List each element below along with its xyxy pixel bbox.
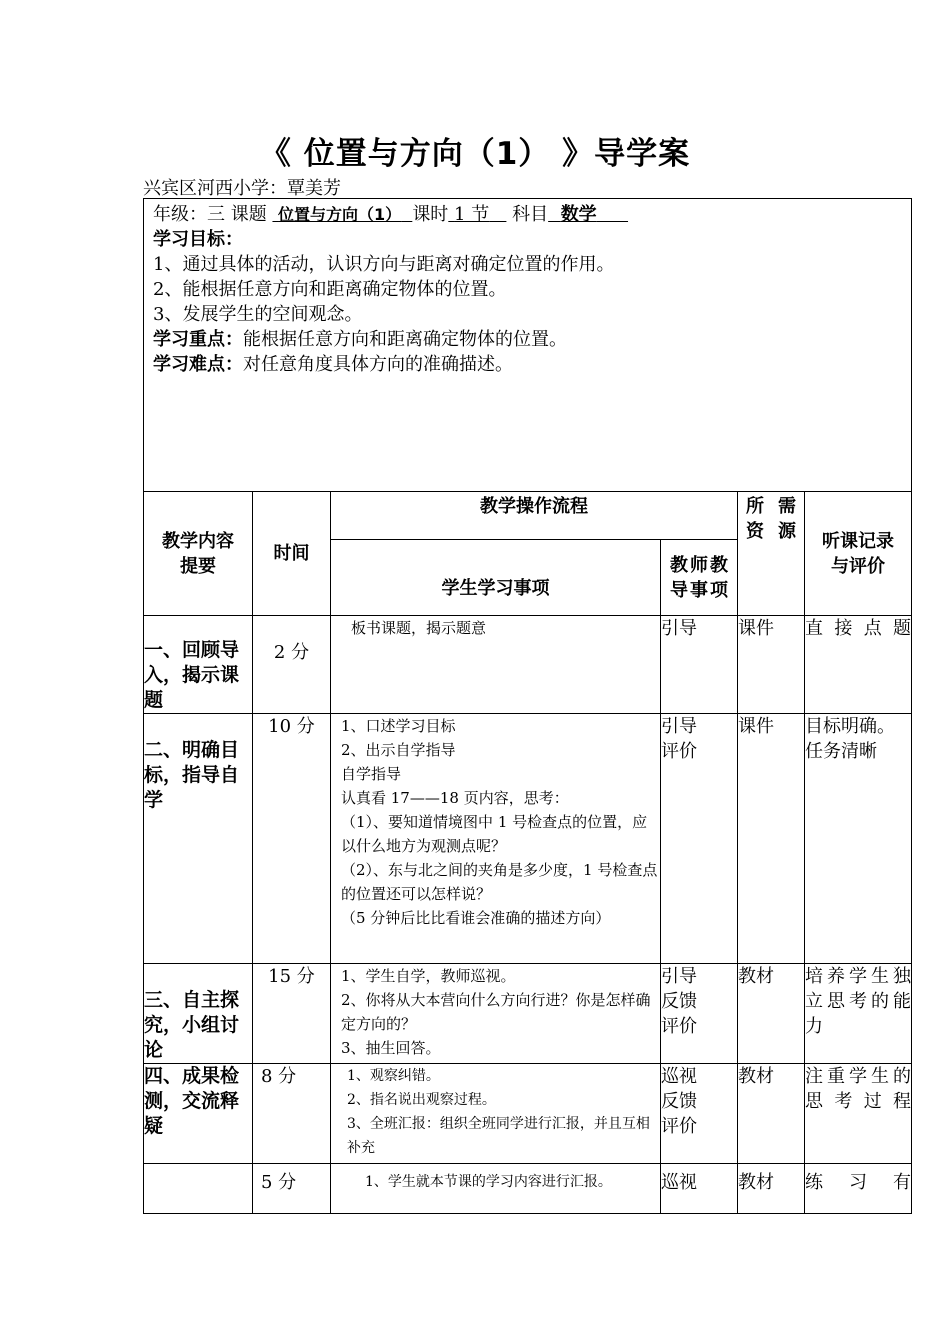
table-row bbox=[144, 616, 912, 714]
resource-cell: 教材 bbox=[738, 1164, 805, 1214]
key-text: 能根据任意方向和距离确定物体的位置。 bbox=[243, 329, 567, 350]
difficulty-label: 学习难点： bbox=[153, 354, 243, 375]
stage-cell bbox=[144, 1164, 253, 1214]
record-cell: 注重学生的思考过程 bbox=[805, 1064, 912, 1164]
header-teacher: 教师教导事项 bbox=[661, 540, 738, 616]
lesson-table bbox=[143, 198, 912, 1214]
teacher-cell: 巡视反馈评价 bbox=[661, 1064, 738, 1164]
subject-value: 数学 bbox=[560, 204, 597, 225]
goal-item: 3、发展学生的空间观念。 bbox=[153, 304, 363, 325]
stage-cell: 一、回顾导入，揭示课题 bbox=[144, 616, 253, 714]
teacher-cell: 巡视 bbox=[661, 1164, 738, 1214]
time-cell: 15 分 bbox=[253, 964, 331, 1064]
teacher-cell: 引导反馈评价 bbox=[661, 964, 738, 1064]
resource-cell: 课件 bbox=[738, 616, 805, 714]
table-row bbox=[144, 714, 912, 964]
record-cell: 目标明确。任务清晰 bbox=[805, 714, 912, 964]
goals-label: 学习目标： bbox=[153, 229, 243, 250]
author-line: 兴宾区河西小学：覃美芳 bbox=[143, 178, 341, 199]
record-cell: 练习有 bbox=[805, 1164, 912, 1214]
teacher-cell: 引导评价 bbox=[661, 714, 738, 964]
difficulty-text: 对任意角度具体方向的准确描述。 bbox=[243, 354, 513, 375]
student-cell: 1、观察纠错。 2、指名说出观察过程。 3、全班汇报：组织全班同学进行汇报，并且互相补充 bbox=[331, 1064, 661, 1164]
time-cell: 2 分 bbox=[253, 616, 331, 714]
teacher-cell: 引导 bbox=[661, 616, 738, 714]
time-cell: 8 分 bbox=[253, 1064, 331, 1164]
goal-item: 2、能根据任意方向和距离确定物体的位置。 bbox=[153, 279, 507, 300]
info-cell bbox=[144, 199, 912, 492]
header-process: 教学操作流程 bbox=[331, 492, 738, 540]
table-row bbox=[144, 1064, 912, 1164]
header-record: 听课记录与评价 bbox=[805, 492, 912, 616]
resource-cell: 教材 bbox=[738, 1064, 805, 1164]
student-cell: 板书课题，揭示题意 bbox=[331, 616, 661, 714]
header-resource: 所需资源 bbox=[738, 492, 805, 616]
time-cell: 5 分 bbox=[253, 1164, 331, 1214]
student-cell: 1、学生就本节课的学习内容进行汇报。 bbox=[331, 1164, 661, 1214]
header-content: 教学内容提要 bbox=[144, 492, 253, 616]
record-cell: 直接点题 bbox=[805, 616, 912, 714]
goal-item: 1、通过具体的活动，认识方向与距离对确定位置的作用。 bbox=[153, 254, 615, 275]
student-cell: 1、学生自学，教师巡视。 2、你将从大本营向什么方向行进？你是怎样确定方向的？ 3、抽生回答。 bbox=[331, 964, 661, 1064]
document-title: 《 位置与方向（1） 》导学案 bbox=[259, 136, 691, 172]
stage-cell: 四、成果检测，交流释疑 bbox=[144, 1064, 253, 1164]
stage-cell: 三、自主探究，小组讨论 bbox=[144, 964, 253, 1064]
period-value: 1 节 bbox=[454, 204, 490, 225]
topic-value: 位置与方向（1） bbox=[278, 205, 402, 224]
header-time: 时间 bbox=[253, 492, 331, 616]
student-cell: 1、口述学习目标 2、出示自学指导 自学指导 认真看 17——18 页内容，思考： （1）、要知道情境图中 1 号检查点的位置，应以什么地方为观测点呢？ （2）、东与北之间的夹角是多少度，1 号检查点的位置还可以怎样说？ （5 分钟后比比看谁会准确的描述方向） bbox=[331, 714, 661, 964]
table-row bbox=[144, 1164, 912, 1214]
table-row bbox=[144, 964, 912, 1064]
record-cell: 培养学生独立思考的能力 bbox=[805, 964, 912, 1064]
time-cell: 10 分 bbox=[253, 714, 331, 964]
resource-cell: 课件 bbox=[738, 714, 805, 964]
key-label: 学习重点： bbox=[153, 329, 243, 350]
header-student: 学生学习事项 bbox=[331, 540, 661, 616]
stage-cell: 二、明确目标，指导自学 bbox=[144, 714, 253, 964]
course-line: 年级：三 课题 位置与方向（1） 课时 1 节 科目 数学 bbox=[153, 204, 597, 225]
resource-cell: 教材 bbox=[738, 964, 805, 1064]
